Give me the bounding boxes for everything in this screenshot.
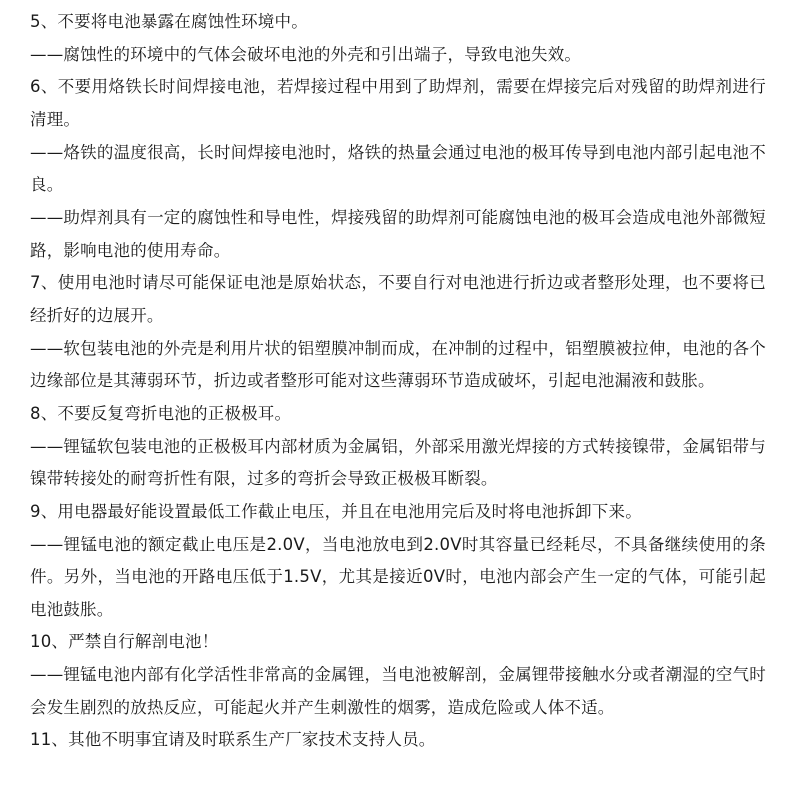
paragraph: 6、不要用烙铁长时间焊接电池，若焊接过程中用到了助焊剂，需要在焊接完后对残留的助焊剂进行清理。 (30, 77, 766, 129)
paragraph: ——锂锰电池的额定截止电压是2.0V，当电池放电到2.0V时其容量已经耗尽，不具备继续使用的条件。另外，当电池的开路电压低于1.5V，尤其是接近0V时，电池内部会产生一定的气体，可能引起电池鼓胀。 (30, 534, 766, 619)
paragraph: 7、使用电池时请尽可能保证电池是原始状态，不要自行对电池进行折边或者整形处理，也不要将已经折好的边展开。 (30, 273, 766, 325)
paragraph: ——烙铁的温度很高，长时间焊接电池时，烙铁的热量会通过电池的极耳传导到电池内部引起电池不良。 (30, 142, 766, 195)
paragraph: 8、不要反复弯折电池的正极极耳。 (30, 403, 292, 423)
paragraph: 10、严禁自行解剖电池！ (30, 632, 219, 652)
paragraph: ——腐蚀性的环境中的气体会破坏电池的外壳和引出端子，导致电池失效。 (30, 44, 582, 64)
paragraph: ——软包装电池的外壳是利用片状的铝塑膜冲制而成，在冲制的过程中，铝塑膜被拉伸，电池的各个边缘部位是其薄弱环节，折边或者整形可能对这些薄弱环节造成破坏，引起电池漏液和鼓胀。 (30, 338, 766, 391)
paragraph: ——锂锰软包装电池的正极极耳内部材质为金属铝，外部采用激光焊接的方式转接镍带，金属铝带与镍带转接处的耐弯折性有限，过多的弯折会导致正极极耳断裂。 (30, 436, 766, 489)
paragraph: 11、其他不明事宜请及时联系生产厂家技术支持人员。 (30, 730, 436, 750)
paragraph: 5、不要将电池暴露在腐蚀性环境中。 (30, 12, 308, 31)
paragraph: ——锂锰电池内部有化学活性非常高的金属锂，当电池被解剖，金属锂带接触水分或者潮湿的空气时会发生剧烈的放热反应，可能起火并产生刺激性的烟雾，造成危险或人体不适。 (30, 665, 766, 717)
paragraph: ——助焊剂具有一定的腐蚀性和导电性，焊接残留的助焊剂可能腐蚀电池的极耳会造成电池外部微短路，影响电池的使用寿命。 (30, 207, 766, 260)
paragraph: 9、用电器最好能设置最低工作截止电压，并且在电池用完后及时将电池拆卸下来。 (30, 501, 642, 521)
